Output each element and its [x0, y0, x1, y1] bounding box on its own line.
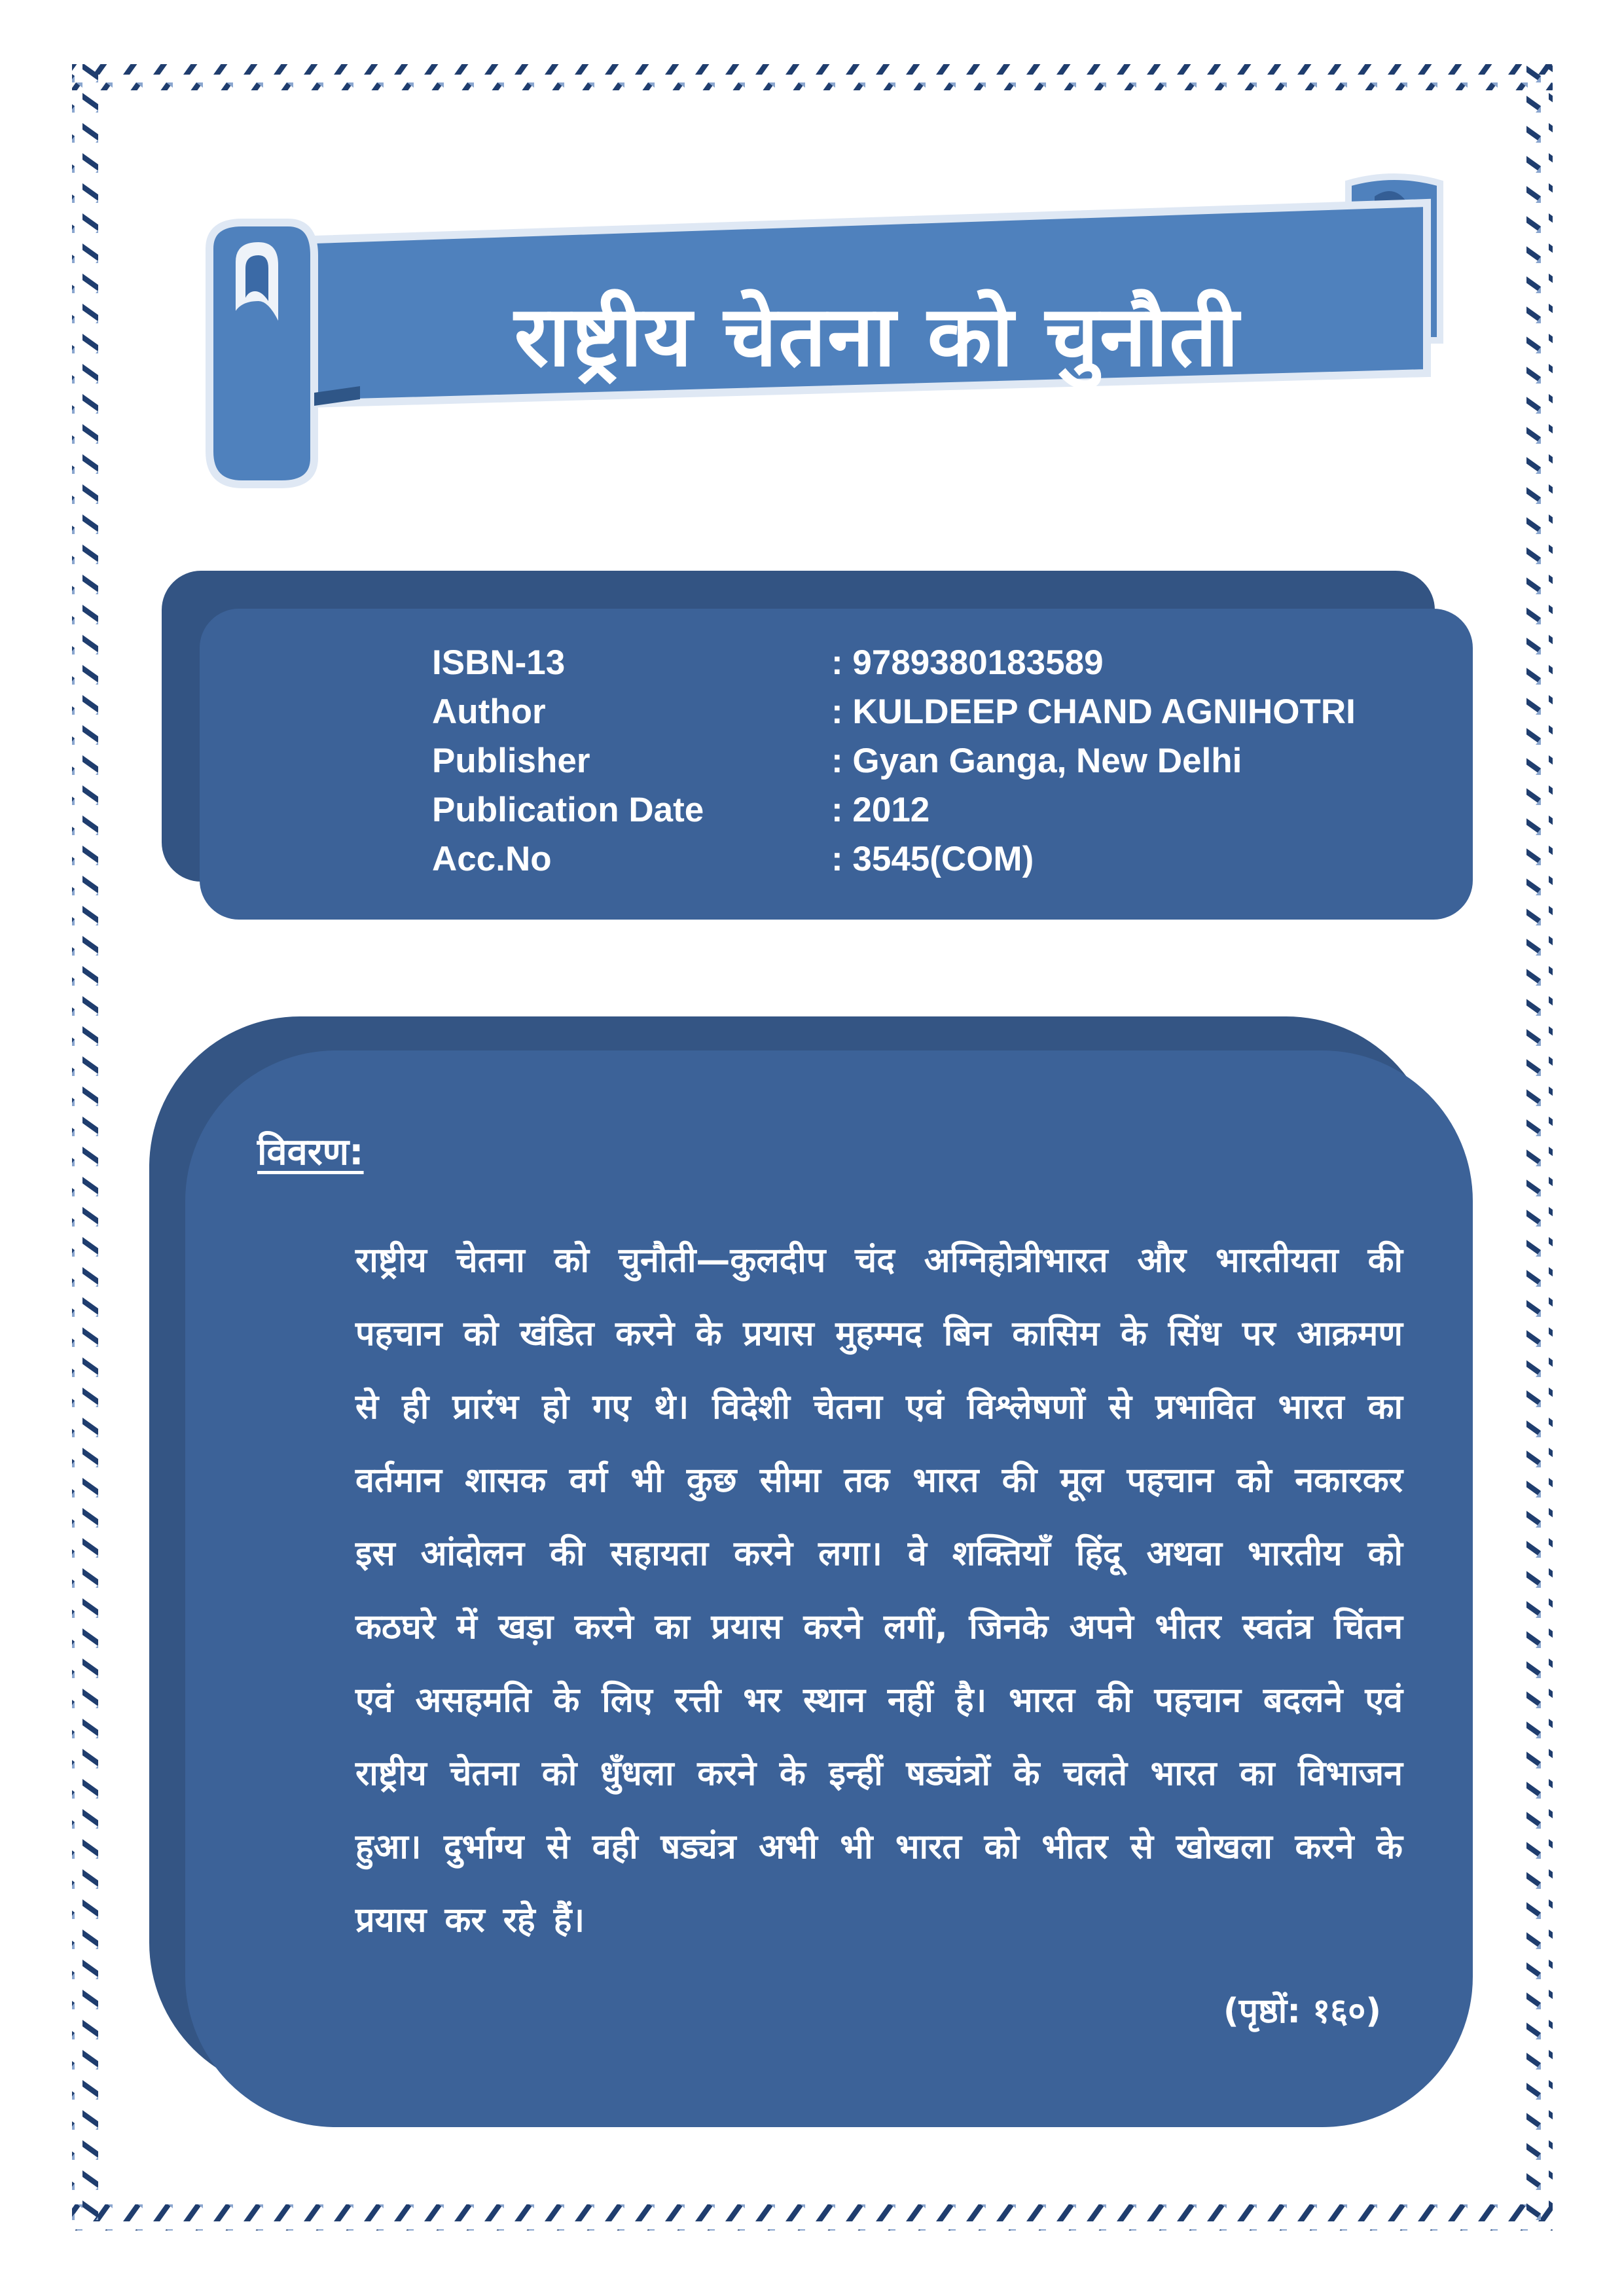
page-count: (पृष्ठों: १६०) — [1223, 1992, 1381, 2031]
description-panel — [185, 1050, 1473, 2127]
info-value: : 2012 — [831, 791, 930, 829]
info-value: : 3545(COM) — [831, 840, 1034, 878]
info-label: ISBN-13 — [432, 643, 566, 682]
border-left — [72, 64, 98, 2231]
description-heading: विवरण: — [257, 1131, 364, 1174]
info-row-publication-date — [432, 785, 1356, 834]
info-row-publisher — [432, 736, 1356, 785]
info-value: : Gyan Ganga, New Delhi — [831, 742, 1242, 780]
border-bottom — [72, 2204, 1553, 2231]
info-row-author — [432, 687, 1356, 736]
border-top — [72, 64, 1553, 90]
info-label: Author — [432, 692, 546, 731]
description-body: राष्ट्रीय चेतना को चुनौती—कुलदीप चंद अग्निहोत्रीभारत और भारतीयता की पहचान को खंडित करने के प्रयास मुहम्मद बिन कासिम के सिंध पर आक्रमण से ही प्रारंभ हो गए थे। विदेशी चेतना एवं विश्लेषणों से प्रभावित भारत का वर्तमान शासक वर्ग भी कुछ सीमा तक भारत की मूल पहचान को नकारकर इस आंदोलन की सहायता करने लगा। वे शक्तियाँ हिंदू अथवा भारतीय को कठघरे में खड़ा करने का प्रयास करने लगीं, जिनके अपने भीतर स्वतंत्र चिंतन एवं असहमति के लिए रत्ती भर स्थान नहीं है। भारत की पहचान बदलने एवं राष्ट्रीय चेतना को धुँधला करने के इन्हीं षड्यंत्रों के चलते भारत का विभाजन हुआ। दुर्भाग्य से वही षड्यंत्र अभी भी भारत को भीतर से खोखला करने के प्रयास कर रहे हैं। — [355, 1241, 1403, 1940]
info-row-acc-no — [432, 834, 1356, 884]
info-value: : KULDEEP CHAND AGNIHOTRI — [831, 692, 1356, 731]
info-label: Acc.No — [432, 840, 552, 878]
info-label: Publication Date — [432, 791, 704, 829]
info-row-isbn — [432, 638, 1356, 687]
info-label: Publisher — [432, 742, 590, 780]
info-value: : 9789380183589 — [831, 643, 1104, 682]
book-info-table — [432, 638, 1356, 884]
border-right — [1526, 64, 1553, 2231]
page-title: राष्ट्रीय चेतना को चुनौती — [514, 288, 1240, 386]
book-info-panel — [200, 609, 1473, 920]
